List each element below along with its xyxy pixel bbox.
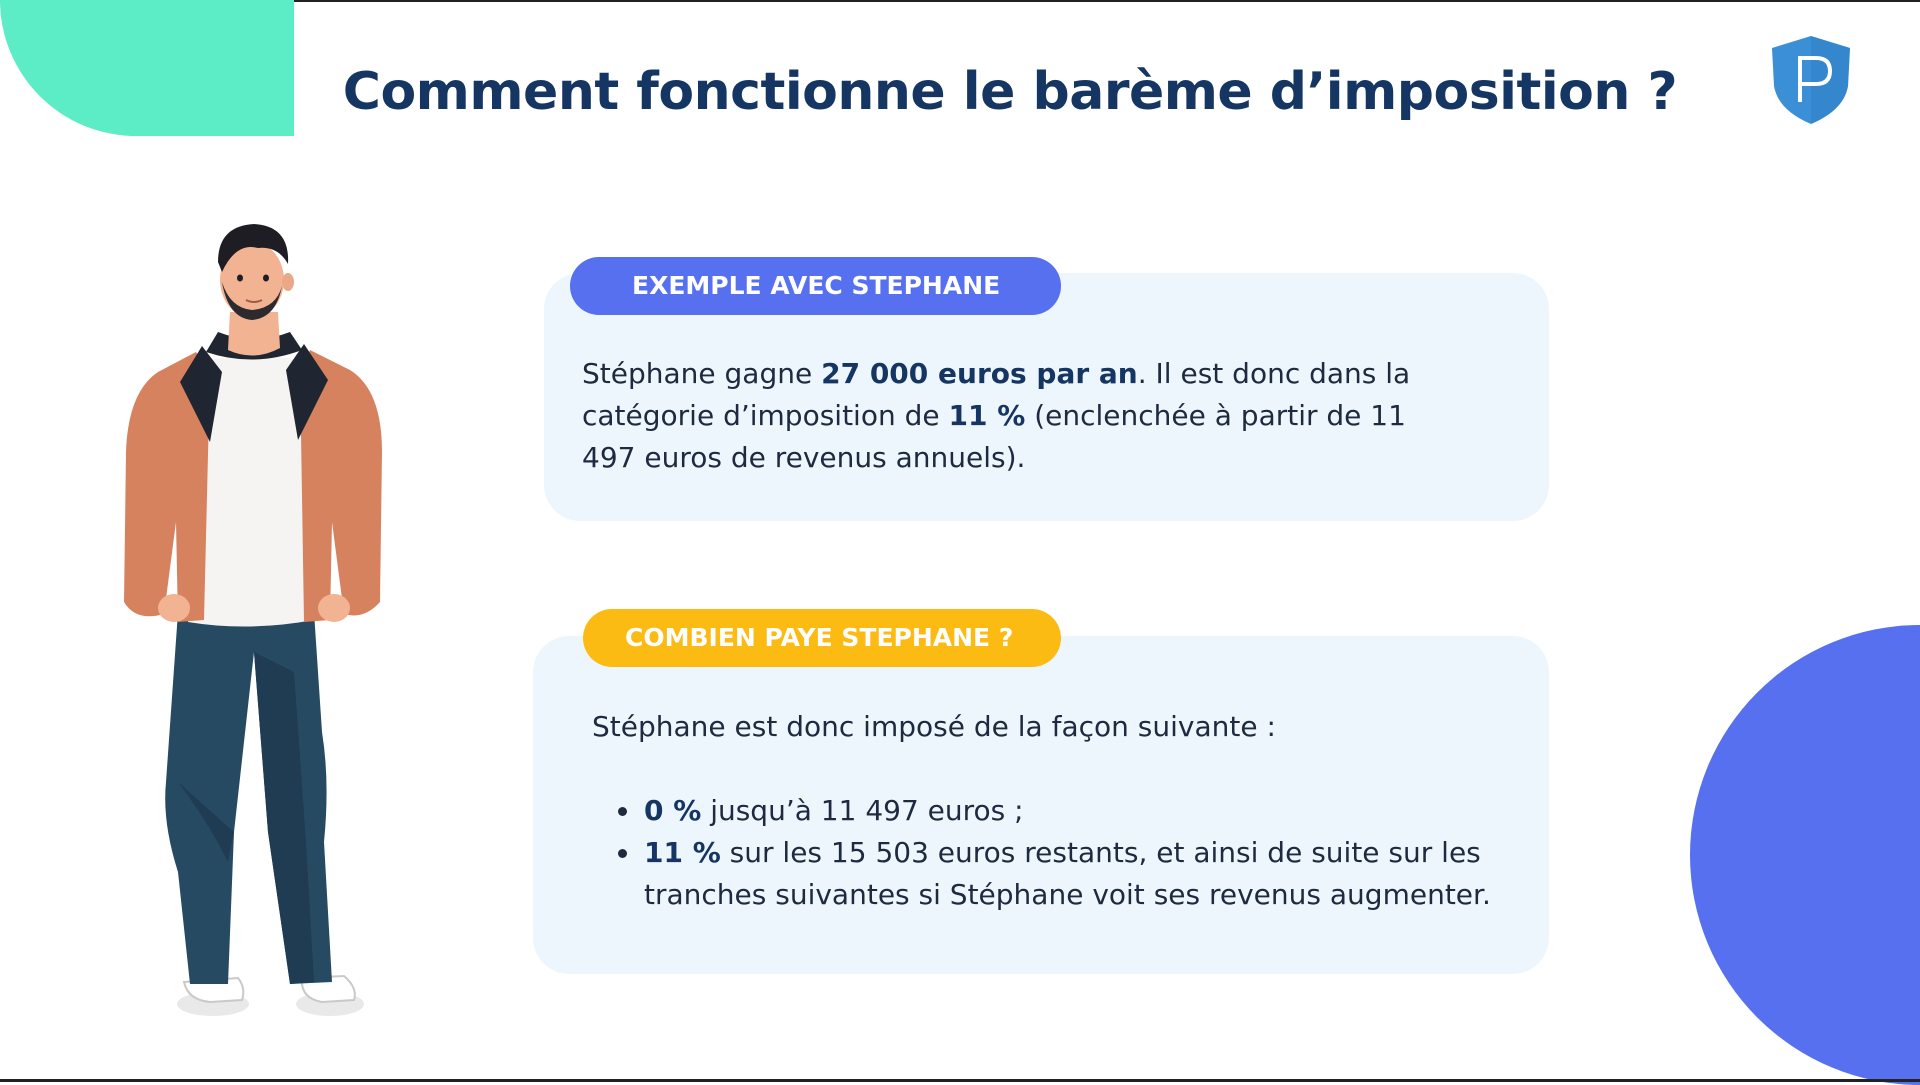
payment-card-label: COMBIEN PAYE STEPHANE ? — [583, 609, 1061, 667]
blue-circle-decoration — [1690, 625, 1920, 1085]
example-card-label: EXEMPLE AVEC STEPHANE — [570, 257, 1061, 315]
shield-p-logo-icon — [1770, 34, 1852, 126]
list-item: 0 % jusqu’à 11 497 euros ; — [618, 790, 1498, 832]
tax-bracket-list — [618, 790, 1498, 916]
page-title: Comment fonctionne le barème d’imposition ? — [342, 62, 1678, 122]
teal-corner-decoration — [0, 0, 294, 136]
bullet-icon — [618, 807, 627, 816]
stephane-illustration — [118, 222, 398, 1022]
bullet-icon — [618, 849, 627, 858]
list-item: 11 % sur les 15 503 euros restants, et ainsi de suite sur les tranches suivantes si Stéphane voit ses revenus augmenter. — [618, 832, 1498, 916]
example-card-text: Stéphane gagne 27 000 euros par an. Il est donc dans la catégorie d’imposition de 11 % (enclenchée à partir de 11 497 euros de revenus annuels). — [582, 357, 1411, 474]
payment-card-intro: Stéphane est donc imposé de la façon suivante : — [592, 710, 1276, 743]
